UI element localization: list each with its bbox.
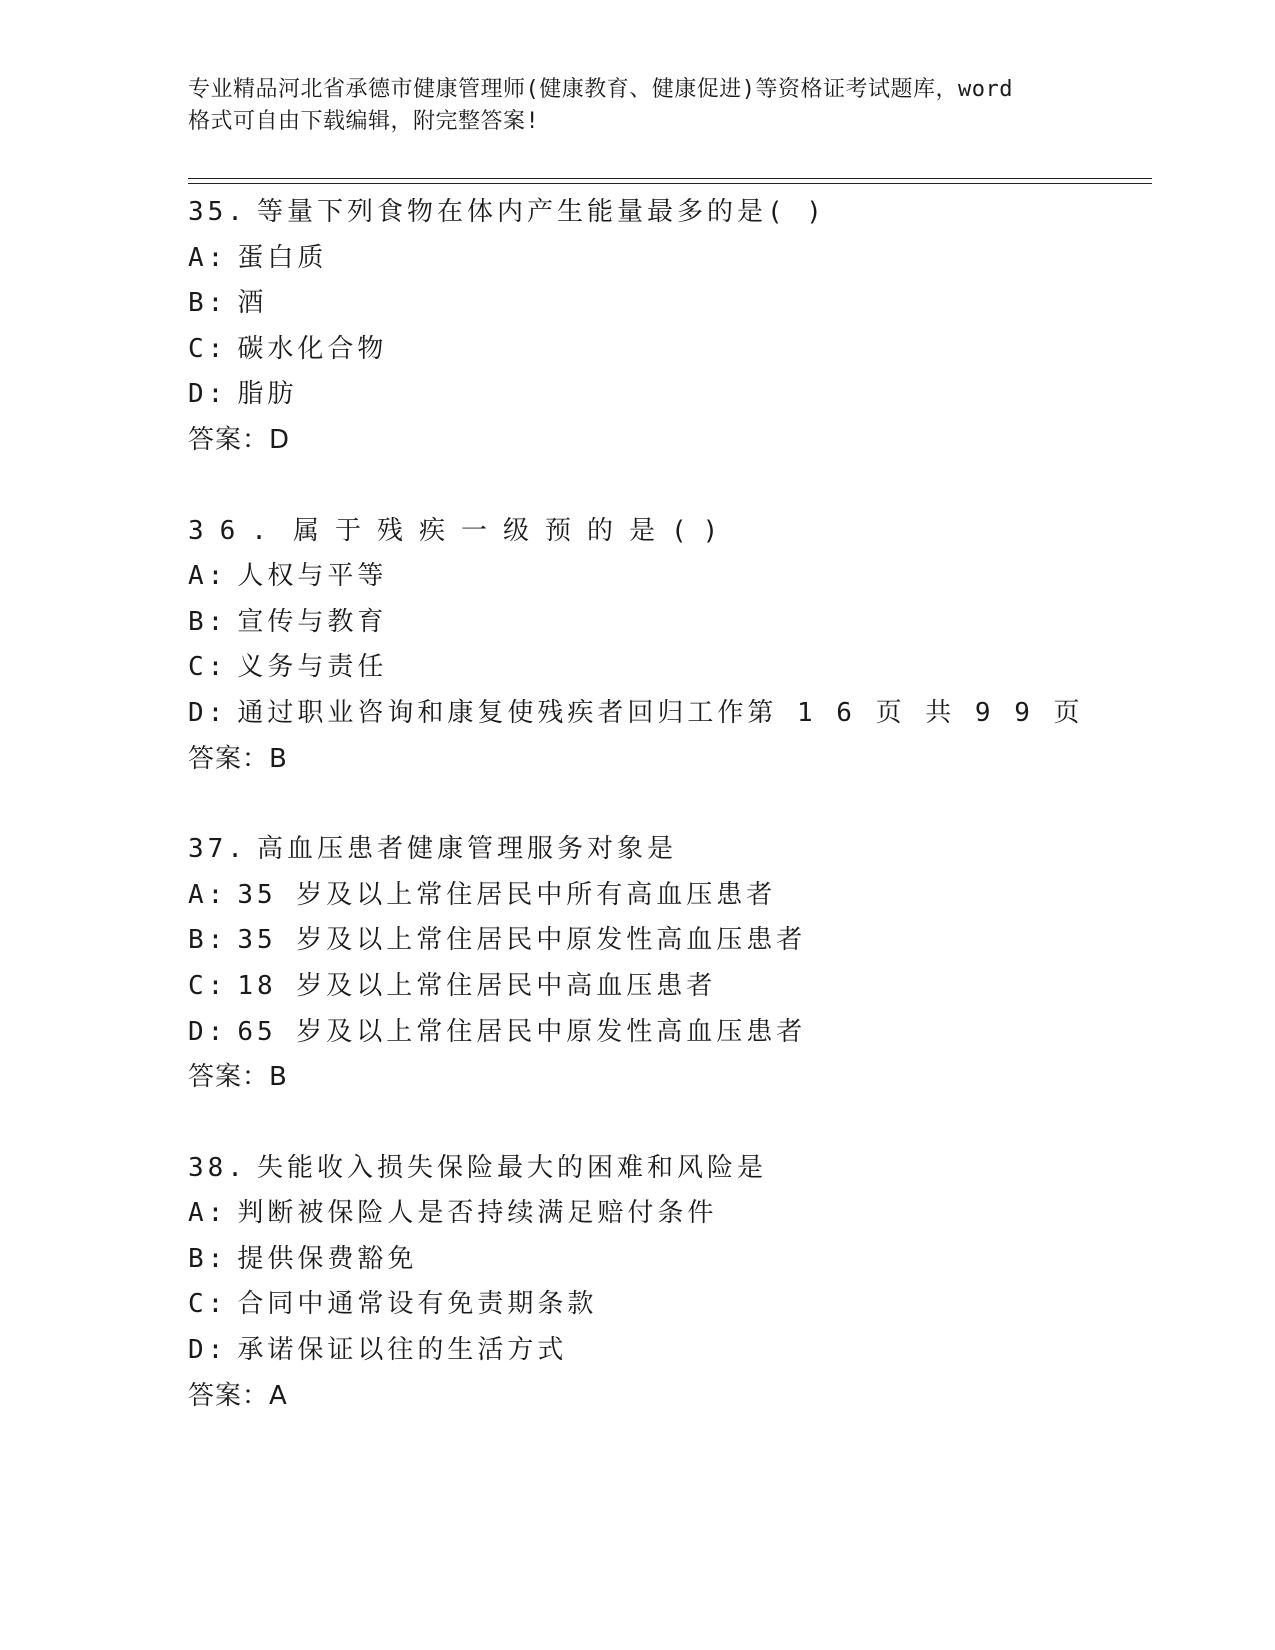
option-a — [188, 1191, 1188, 1237]
question-text: 失能收入损失保险最大的困难和风险是 — [256, 1152, 767, 1183]
option-label: B: — [188, 1243, 228, 1274]
answer-value: B — [269, 1062, 288, 1093]
answer — [188, 1055, 1188, 1101]
option-c — [188, 1282, 1188, 1328]
option-text: 提供保费豁免 — [237, 1243, 418, 1274]
option-text: 18 岁及以上常住居民中高血压患者 — [237, 970, 717, 1001]
question-36 — [188, 509, 1188, 783]
option-label: D: — [188, 1016, 228, 1047]
header-divider-bottom — [188, 183, 1152, 184]
option-text: 65 岁及以上常住居民中原发性高血压患者 — [237, 1016, 807, 1047]
option-label: C: — [188, 652, 228, 683]
question-text: 高血压患者健康管理服务对象是 — [256, 834, 677, 865]
question-37 — [188, 827, 1188, 1101]
option-c — [188, 964, 1188, 1010]
question-38 — [188, 1146, 1188, 1420]
answer-label: 答案： — [188, 1380, 270, 1411]
option-b — [188, 1237, 1188, 1283]
option-label: C: — [188, 1289, 228, 1320]
answer-label: 答案： — [188, 743, 270, 774]
document-header — [188, 74, 1088, 138]
option-text: 判断被保险人是否持续满足赔付条件 — [237, 1198, 718, 1229]
option-label: B: — [188, 925, 228, 956]
option-label: B: — [188, 606, 228, 637]
option-text: 碳水化合物 — [237, 333, 388, 364]
option-text: 人权与平等 — [237, 561, 388, 592]
option-label: A: — [188, 1198, 228, 1229]
option-label: B: — [188, 288, 228, 319]
option-d — [188, 691, 1188, 737]
question-number: 36. — [188, 515, 283, 546]
option-text: 合同中通常设有免责期条款 — [237, 1289, 598, 1320]
option-text: 承诺保证以往的生活方式 — [237, 1335, 568, 1366]
option-label: D: — [188, 1335, 228, 1366]
option-c — [188, 327, 1188, 373]
option-a — [188, 554, 1188, 600]
option-c — [188, 645, 1188, 691]
option-b — [188, 600, 1188, 646]
option-label: C: — [188, 333, 228, 364]
option-label: D: — [188, 379, 228, 410]
header-line-2: 格式可自由下载编辑，附完整答案! — [188, 109, 540, 134]
option-text: 通过职业咨询和康复使残疾者回归工作第 1 6 页 共 9 9 页 — [237, 697, 1084, 728]
answer-value: D — [269, 424, 291, 455]
option-text: 酒 — [237, 288, 268, 319]
option-label: D: — [188, 697, 228, 728]
option-text: 35 岁及以上常住居民中原发性高血压患者 — [237, 925, 807, 956]
question-stem — [188, 827, 1188, 873]
answer — [188, 737, 1188, 783]
option-label: A: — [188, 879, 228, 910]
question-stem — [188, 509, 1188, 555]
answer-label: 答案： — [188, 1062, 270, 1093]
answer-value: B — [269, 743, 288, 774]
header-line-1: 专业精品河北省承德市健康管理师(健康教育、健康促进)等资格证考试题库，word — [188, 77, 1013, 102]
question-list — [188, 190, 1188, 1464]
option-text: 宣传与教育 — [237, 606, 388, 637]
option-text: 脂肪 — [237, 379, 298, 410]
question-35 — [188, 190, 1188, 464]
option-label: A: — [188, 561, 228, 592]
option-d — [188, 1328, 1188, 1374]
option-b — [188, 918, 1188, 964]
option-label: A: — [188, 242, 228, 273]
question-number: 35. — [188, 197, 247, 227]
answer — [188, 1374, 1188, 1420]
option-a — [188, 236, 1188, 282]
option-label: C: — [188, 970, 228, 1001]
answer-value: A — [269, 1380, 288, 1411]
option-b — [188, 281, 1188, 327]
option-text: 35 岁及以上常住居民中所有高血压患者 — [237, 879, 777, 910]
header-divider-top — [188, 178, 1152, 179]
question-text: 属于残疾一级预的是() — [292, 515, 735, 546]
question-stem — [188, 1146, 1188, 1192]
option-a — [188, 873, 1188, 919]
question-stem — [188, 190, 1188, 236]
question-text: 等量下列食物在体内产生能量最多的是( ) — [256, 197, 826, 227]
answer-label: 答案： — [188, 424, 270, 455]
option-text: 蛋白质 — [237, 242, 328, 273]
answer — [188, 418, 1188, 464]
question-number: 37. — [188, 834, 247, 865]
option-d — [188, 372, 1188, 418]
option-d — [188, 1010, 1188, 1056]
option-text: 义务与责任 — [237, 652, 388, 683]
question-number: 38. — [188, 1152, 247, 1183]
